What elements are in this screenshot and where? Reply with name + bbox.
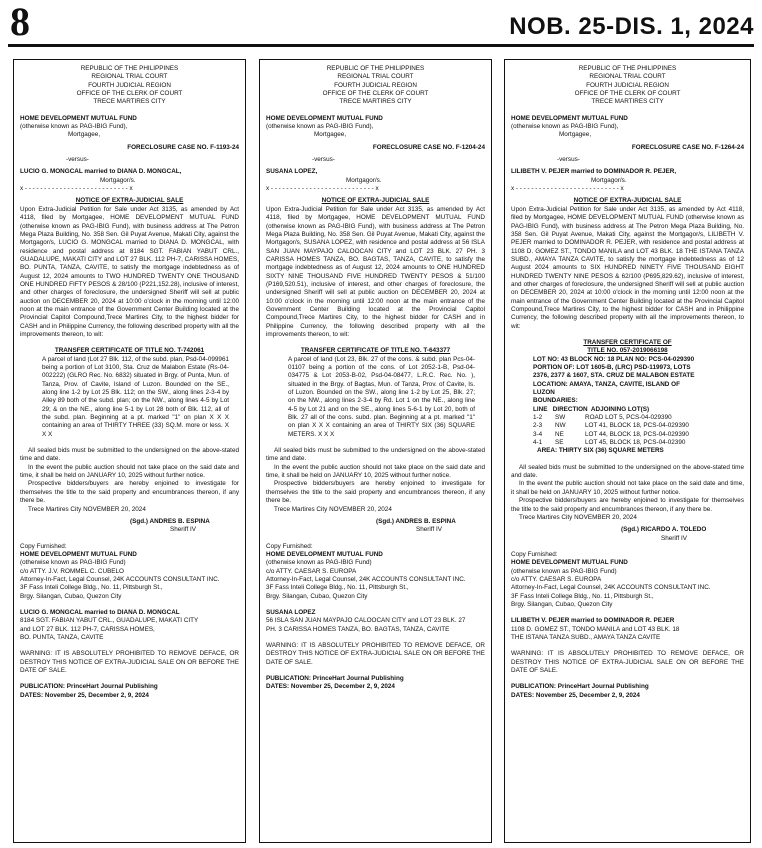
copy-furnished-label: Copy Furnished: bbox=[511, 550, 558, 558]
lot-line: LUZON bbox=[533, 389, 555, 397]
cf-mortgagor-line: 56 ISLA SAN JUAN MAYPAJO CALOOCAN CITY and LOT 23 BLK. 27 bbox=[266, 617, 466, 625]
mortgagor-role: Mortgagor/s. bbox=[591, 176, 627, 184]
boundary-line: 2-3 bbox=[533, 422, 543, 430]
mortgagee-role: Mortgagee, bbox=[559, 131, 592, 139]
dash-separator: x - - - - - - - - - - - - - - - - - - - - - - - - - - - x bbox=[511, 185, 624, 193]
boundary-row bbox=[533, 414, 744, 422]
court-line: TRECE MARTIRES CITY bbox=[339, 98, 412, 106]
cf-line: Brgy. Silangan, Cubao, Quezon City bbox=[266, 592, 368, 600]
mortgagee-name: HOME DEVELOPMENT MUTUAL FUND bbox=[266, 114, 383, 122]
cf-mortgagor-line: and LOT 27 BLK. 112 PH-7, CARISSA HOMES, bbox=[20, 625, 155, 633]
mortgagee-aka: (otherwise known as PAG-IBIG Fund), bbox=[20, 123, 128, 131]
prospective-paragraph: Prospective bidders/buyers are hereby enjoined to investigate for themselves the title to the said property and encumbrances thereon, if any there be. bbox=[511, 497, 744, 513]
sheriff-title: Sheriff IV bbox=[170, 526, 196, 534]
court-line: REPUBLIC OF THE PHILIPPINES bbox=[578, 65, 677, 72]
prospective-paragraph: Prospective bidders/buyers are hereby enjoined to investigate for themselves the title to the said property and encumbrances thereon, if any there be. bbox=[266, 480, 485, 505]
court-line: REGIONAL TRIAL COURT bbox=[589, 73, 666, 81]
tct-title: TRANSFER CERTIFICATE OF TITLE NO. T-742061 bbox=[54, 347, 205, 355]
cf-mortgagor-line: 8184 SGT. FABIAN YABUT CRL., GUADALUPE, MAKATI CITY bbox=[20, 617, 199, 625]
publication-line: PUBLICATION: PrinceHart Journal Publishing bbox=[266, 675, 404, 682]
warning-text: WARNING: IT IS ABSOLUTELY PROHIBITED TO REMOVE DEFACE, OR DESTROY THIS NOTICE OF EXTRA-JUDICIAL SALE ON OR BEFORE THE DATE OF SALE. bbox=[20, 650, 239, 674]
cf-line: Attorney-In-Fact, Legal Counsel, 24K ACCOUNTS CONSULTANT INC. bbox=[266, 575, 466, 583]
boundary-lot: ROAD LOT 5, PCS-04-029390 bbox=[585, 414, 672, 422]
postpone-paragraph: In the event the public auction should not take place on the said date and time, it shall be held on JANUARY 10, 2025 without further notice. bbox=[511, 480, 744, 496]
cf-organization: HOME DEVELOPMENT MUTUAL FUND bbox=[266, 550, 383, 558]
cf-mortgagor-line: 1108 D. GOMEZ ST., TONDO MANILA and LOT 43 BLK. 18 bbox=[511, 625, 680, 633]
sheriff-name: (Sgd.) ANDRES B. ESPINA bbox=[130, 517, 210, 525]
notice-column-1 bbox=[13, 59, 246, 843]
cf-line: 3F Fass Inteli College Bldg., No. 11, Pittsburgh St., bbox=[20, 584, 163, 592]
court-line: OFFICE OF THE CLERK OF COURT bbox=[574, 90, 681, 98]
cf-mortgagor-line: THE ISTANA TANZA SUBD., AMAYA TANZA CAVITE bbox=[511, 633, 661, 641]
notice-title: NOTICE OF EXTRA-JUDICIAL SALE bbox=[321, 197, 430, 205]
court-line: TRECE MARTIRES CITY bbox=[93, 98, 166, 106]
dated-line: Trece Martires City NOVEMBER 20, 2024 bbox=[519, 513, 637, 521]
mortgagor-role: Mortgagor/s. bbox=[346, 176, 382, 184]
sheriff-name: (Sgd.) ANDRES B. ESPINA bbox=[376, 517, 456, 525]
versus-label: -versus- bbox=[557, 156, 580, 164]
versus-label: -versus- bbox=[312, 156, 335, 164]
copy-furnished-label: Copy Furnished: bbox=[266, 542, 313, 550]
cf-mortgagor-name: SUSANA LOPEZ bbox=[266, 608, 316, 616]
mortgagor-name: LILIBETH V. PEJER married to DOMINADOR R. PEJER, bbox=[511, 168, 677, 176]
boundary-header: LINE DIRECTION ADJOINING LOT(S) bbox=[533, 405, 650, 413]
mortgagee-aka: (otherwise known as PAG-IBIG Fund), bbox=[511, 123, 619, 131]
boundary-direction: NE bbox=[555, 430, 564, 438]
case-number: FORECLOSURE CASE NO. F-1193-24 bbox=[127, 143, 239, 151]
mortgagee-role: Mortgagee, bbox=[68, 131, 101, 139]
boundary-row bbox=[533, 439, 744, 447]
lot-description: A parcel of land (Lot 23, Blk. 27 of the cons. & subd. plan Pcs-04-01107 being a portion of the cons. of Lot 2052-1-B, Psd-04-034775 & Lot 2053-B-02, Psd-04-08477, L.R.C. Rec. No. ), situated in the Brgy. of Bagtas, Mun. of Tanza, Prov. of Cavite, Is. of Luzon. Bounded on the SW., along line 1-2 by Lot 25, Blk. 27; on the NW., along lines 2-3-4 by Rd. Lot 1 on the NE., along line 4-5 by Lot 21 and on the SE., along lines 5-6-1 by Lot 20, both of Blk. 27 all of the cons. subd. plan. Beginning at a pt. marked "1" on plan X X X containing an area of THIRTY SIX (36) SQUARE METERS. X X X bbox=[288, 355, 475, 438]
mortgagor-role: Mortgagor/s. bbox=[100, 176, 136, 184]
tct-title-number: TITLE NO. 057-2019066198 bbox=[587, 347, 668, 355]
publication-line: PUBLICATION: PrinceHart Journal Publishing bbox=[20, 683, 158, 691]
boundary-direction: SE bbox=[555, 439, 564, 447]
sheriff-title: Sheriff IV bbox=[661, 534, 687, 542]
notice-title: NOTICE OF EXTRA-JUDICIAL SALE bbox=[573, 197, 682, 205]
boundary-line: 3-4 bbox=[533, 430, 543, 438]
boundary-row bbox=[533, 431, 744, 439]
cf-mortgagor-name: LUCIO G. MONGCAL married to DIANA D. MONGCAL bbox=[20, 608, 180, 616]
dated-line: Trece Martires City NOVEMBER 20, 2024 bbox=[274, 505, 392, 513]
lot-description: A parcel of land (Lot 27 Blk. 112, of the subd. plan, Psd-04-099961 being a portion of Lot 3100, Sta. Cruz de Malabon Estate (Rs-04-002222) (GLRO Rec. No. 6832) situated in Brgy. of Punta, Mun. of Tanza, Prov. of Cavite, Island of Luzon. Bounded on the SE., along line 1-2 by Lot 25 Blk. 112; on the SW., along lines 2-3-4 by Alley 89 both of the subd. plan; on the NW., along lines 4-5 by Lot 29; & on the NE., along line 5-1 by Lot 28 both of Blk. 112, all of the subd. plan. Beginning at a pt. marked "1" on plan X X X containing an area of THIRTY THREE (33) SQ.M. more or less. X X X bbox=[42, 355, 229, 438]
cf-line: Brgy. Silangan, Cubao, Quezon City bbox=[20, 592, 122, 600]
mortgagee-role: Mortgagee, bbox=[314, 131, 347, 139]
bids-paragraph: All sealed bids must be submitted to the undersigned on the above-stated time and date. bbox=[511, 463, 744, 480]
court-line: FOURTH JUDICIAL REGION bbox=[88, 81, 171, 89]
boundary-lot: LOT 44, BLOCK 18, PCS-04-029390 bbox=[585, 430, 689, 438]
cf-organization: HOME DEVELOPMENT MUTUAL FUND bbox=[511, 559, 628, 567]
publication-line: PUBLICATION: PrinceHart Journal Publishing bbox=[511, 683, 649, 691]
prospective-paragraph: Prospective bidders/buyers are hereby enjoined to investigate for themselves the title to the said property and encumbrances thereon, if any there be. bbox=[20, 480, 239, 505]
lot-line: 2376, 2377 & 1607, STA. CRUZ DE MALABON ESTATE bbox=[533, 372, 695, 380]
lot-line: LOT NO: 43 BLOCK NO: 18 PLAN NO: PCS-04-029390 bbox=[533, 355, 695, 363]
court-line: FOURTH JUDICIAL REGION bbox=[586, 81, 669, 89]
lot-line: PORTION OF: LOT 1605-B, (LRC) PSD-119973, LOTS bbox=[533, 364, 691, 371]
lot-line: LOCATION: AMAYA, TANZA, CAVITE, ISLAND OF bbox=[533, 380, 680, 388]
publication-dates: DATES: November 25, December 2, 9, 2024 bbox=[266, 683, 395, 691]
court-line: REGIONAL TRIAL COURT bbox=[91, 73, 168, 81]
court-line: OFFICE OF THE CLERK OF COURT bbox=[76, 90, 183, 98]
boundary-lot: LOT 41, BLOCK 18, PCS-04-029390 bbox=[585, 422, 689, 430]
notice-title: NOTICE OF EXTRA-JUDICIAL SALE bbox=[75, 197, 184, 205]
notice-body: Upon Extra-Judicial Petition for Sale under Act 3135, as amended by Act 4118, filed by Mortgagee, HOME DEVELOPMENT MUTUAL FUND (otherwise known as PAG-IBIG Fund), with business address at The Petron Mega Plaza Building, No. 358 Sen. Gil Puyat Avenue, Makati City, against the Mortgagor/s, SUSANA LOPEZ, with residence and postal address at 56 ISLA SAN JUAN MAYPAJO CALOOCAN CITY and LOT 23 BLK. 27 PH. 3 CARISSA HOMES TANZA, BO. BAGTAS, TANZA, CAVITE, to satisfy the mortgage indebtedness as of August 12, 2024 amounts to ONE HUNDRED SIXTY NINE THOUSAND FIVE HUNDRED TWENTY PESOS & 51/100 (P169,520.51), inclusive of interest, and other charges of foreclosure, the undersigned Sheriff will sell at public auction on DECEMBER 20, 2024 at 10:00 o'clock in the morning until 12:00 noon at the main entrance of the Government Center Building located at the Provincial Capitol Compound,Trece Martires City, to the highest bidder for CASH and in Philippine Currency, the following described property with all the improvements thereon, to wit: bbox=[266, 205, 485, 338]
court-line: REPUBLIC OF THE PHILIPPINES bbox=[80, 65, 179, 72]
cf-line: c/o ATTY. CAESAR S. EUROPA bbox=[266, 567, 357, 575]
case-number: FORECLOSURE CASE NO. F-1264-24 bbox=[631, 143, 744, 151]
cf-line: Brgy. Silangan, Cubao, Quezon City bbox=[511, 600, 613, 608]
mortgagee-name: HOME DEVELOPMENT MUTUAL FUND bbox=[20, 114, 137, 122]
publication-dates: DATES: November 25, December 2, 9, 2024 bbox=[511, 691, 640, 699]
tct-title: TRANSFER CERTIFICATE OF TITLE NO. T-643377 bbox=[300, 347, 451, 355]
copy-furnished-label: Copy Furnished: bbox=[20, 542, 67, 550]
cf-mortgagor-name: LILIBETH V. PEJER married to DOMINADOR R. PEJER bbox=[511, 617, 675, 625]
notice-body: Upon Extra-Judicial Petition for Sale under Act 3135, as amended by Act 4118, filed by Mortgagee, HOME DEVELOPMENT MUTUAL FUND (otherwise known as PAG-IBIG Fund), with business address at The Petron Mega Plaza Building, No. 358 Sen. Gil Puyat Avenue, Makati City, against the Mortgagor/s, LUCIO G. MONGCAL married to DIANA D. MONGCAL, with residence and postal address at 8184 SGT. FABIAN YABUT CRL., GUADALUPE, MAKATI CITY and LOT 27 BLK. 112 PH-7, CARISSA HOMES, BO. PUNTA, TANZA, CAVITE, to satisfy the mortgage indebtedness as of August 12, 2024 amounts to TWO HUNDRED TWENTY ONE THOUSAND ONE HUNDRED FIFTY PESOS & 28/100 (P221,152.28), inclusive of interest, and other charges of foreclosure, the undersigned Sheriff will sell at public auction on DECEMBER 20, 2024 at 10:00 o'clock in the morning until 12:00 noon at the main entrance of the Government Center Building located at the Provincial Capitol Compound,Trece Martires City, to the highest bidder for CASH and in Philippine Currency, the following described property with all the improvements thereon, to wit: bbox=[20, 205, 239, 338]
cf-line: c/o ATTY. CAESAR S. EUROPA bbox=[511, 575, 602, 583]
mortgagor-name: LUCIO G. MONGCAL married to DIANA D. MONGCAL, bbox=[20, 168, 182, 176]
dash-separator: x - - - - - - - - - - - - - - - - - - - - - - - - - - - x bbox=[266, 185, 379, 193]
cf-mortgagor-line: PH. 3 CARISSA HOMES TANZA, BO. BAGTAS, TANZA, CAVITE bbox=[266, 625, 450, 633]
cf-line: Attorney-In-Fact, Legal Counsel, 24K ACCOUNTS CONSULTANT INC. bbox=[511, 584, 711, 592]
publication-dates: DATES: November 25, December 2, 9, 2024 bbox=[20, 691, 149, 699]
boundary-direction: SW bbox=[555, 414, 566, 422]
bids-paragraph: All sealed bids must be submitted to the undersigned on the above-stated time and date. bbox=[20, 447, 239, 463]
dash-separator: x - - - - - - - - - - - - - - - - - - - - - - - - - - - x bbox=[20, 185, 133, 193]
sheriff-name: (Sgd.) RICARDO A. TOLEDO bbox=[621, 526, 707, 534]
versus-label: -versus- bbox=[66, 156, 89, 164]
warning-text: WARNING: IT IS ABSOLUTELY PROHIBITED TO REMOVE DEFACE, OR DESTROY THIS NOTICE OF EXTRA-JUDICIAL SALE ON OR BEFORE THE DATE OF SALE. bbox=[511, 650, 744, 674]
cf-line: c/o ATTY. J.V. ROMMEL C. CUBELO bbox=[20, 567, 124, 575]
boundary-line: 1-2 bbox=[533, 414, 543, 422]
bids-paragraph: All sealed bids must be submitted to the undersigned on the above-stated time and date. bbox=[266, 447, 485, 463]
cf-line: (otherwise known as PAG-IBIG Fund) bbox=[20, 559, 126, 567]
case-number: FORECLOSURE CASE NO. F-1204-24 bbox=[372, 143, 485, 151]
lot-area: AREA: THIRTY SIX (36) SQUARE METERS bbox=[537, 447, 664, 455]
sheriff-title: Sheriff IV bbox=[416, 526, 442, 534]
tct-title: TRANSFER CERTIFICATE OF bbox=[583, 338, 672, 346]
boundary-lot: LOT 45, BLOCK 18, PCS-04-02390 bbox=[585, 439, 686, 447]
notice-column-2 bbox=[259, 59, 492, 843]
boundary-line: 4-1 bbox=[533, 439, 543, 447]
issue-dateline: NOB. 25-DIS. 1, 2024 bbox=[509, 13, 754, 40]
cf-line: Attorney-In-Fact, Legal Counsel, 24K ACCOUNTS CONSULTANT INC. bbox=[20, 575, 220, 583]
warning-text: WARNING: IT IS ABSOLUTELY PROHIBITED TO REMOVE DEFACE, OR DESTROY THIS NOTICE OF EXTRA-JUDICIAL SALE ON OR BEFORE THE DATE OF SALE. bbox=[266, 641, 485, 666]
cf-line: (otherwise known as PAG-IBIG Fund) bbox=[266, 559, 372, 567]
court-line: FOURTH JUDICIAL REGION bbox=[334, 81, 417, 89]
mortgagor-name: SUSANA LOPEZ, bbox=[266, 168, 318, 176]
cf-mortgagor-line: BO. PUNTA, TANZA, CAVITE bbox=[20, 633, 104, 641]
mortgagee-aka: (otherwise known as PAG-IBIG Fund), bbox=[266, 123, 374, 131]
boundary-row bbox=[533, 422, 744, 430]
page-number: 8 bbox=[10, 0, 30, 44]
court-line: REGIONAL TRIAL COURT bbox=[337, 73, 414, 81]
lot-details bbox=[511, 356, 744, 456]
lot-line: BOUNDARIES: bbox=[533, 397, 578, 405]
notice-column-3 bbox=[504, 59, 751, 843]
mortgagee-name: HOME DEVELOPMENT MUTUAL FUND bbox=[511, 114, 628, 122]
postpone-paragraph: In the event the public auction should not take place on the said date and time, it shall be held on JANUARY 10, 2025 without further notice. bbox=[20, 463, 239, 480]
header-rule bbox=[8, 44, 754, 47]
cf-line: 3F Fass Inteli College Bldg., No. 11, Pittsburgh St., bbox=[511, 592, 654, 600]
cf-organization: HOME DEVELOPMENT MUTUAL FUND bbox=[20, 550, 137, 558]
boundary-direction: NW bbox=[555, 422, 566, 430]
dated-line: Trece Martires City NOVEMBER 20, 2024 bbox=[28, 505, 146, 513]
postpone-paragraph: In the event the public auction should not take place on the said date and time, it shall be held on JANUARY 10, 2025 without further notice. bbox=[266, 463, 485, 480]
cf-line: 3F Fass Inteli College Bldg., No. 11, Pittsburgh St., bbox=[266, 584, 409, 592]
cf-line: (otherwise known as PAG-IBIG Fund) bbox=[511, 567, 617, 575]
court-line: TRECE MARTIRES CITY bbox=[591, 98, 664, 106]
court-line: REPUBLIC OF THE PHILIPPINES bbox=[326, 65, 425, 72]
court-line: OFFICE OF THE CLERK OF COURT bbox=[322, 90, 429, 98]
notice-body: Upon Extra-Judicial Petition for Sale under Act 3135, as amended by Act 4118, filed by Mortgagee, HOME DEVELOPMENT MUTUAL FUND (otherwise known as PAG-IBIG Fund), with business address at The Petron Mega Plaza Building, No. 358 Sen. Gil Puyat Avenue, Makati City, against the Mortgagor/s, LILIBETH V. PEJER married to DOMINADOR R. PEJER, with residence and postal address at 1108 D. GOMEZ ST., TONDO MANILA and LOT 43 BLK. 18 THE ISTANA TANZA SUBD., AMAYA TANZA CAVITE, to satisfy the mortgage indebtedness as of 12 August 2024 amounts to SIX HUNDRED NINETY FIVE THOUSAND EIGHT HUNDRED TWENTY NINE PESOS & 62/100 (P695,829.62), inclusive of interest, and other charges of foreclosure, the undersigned Sheriff will sell at public auction on DECEMBER 20, 2024 at 10:00 o'clock in the morning until 12:00 noon at the main entrance of the Government Center Building located at the Provincial Capitol Compound,Trece Martires City, to the highest bidder for CASH and in Philippine Currency, the following described property with all the improvements thereon, to wit: bbox=[511, 205, 744, 330]
